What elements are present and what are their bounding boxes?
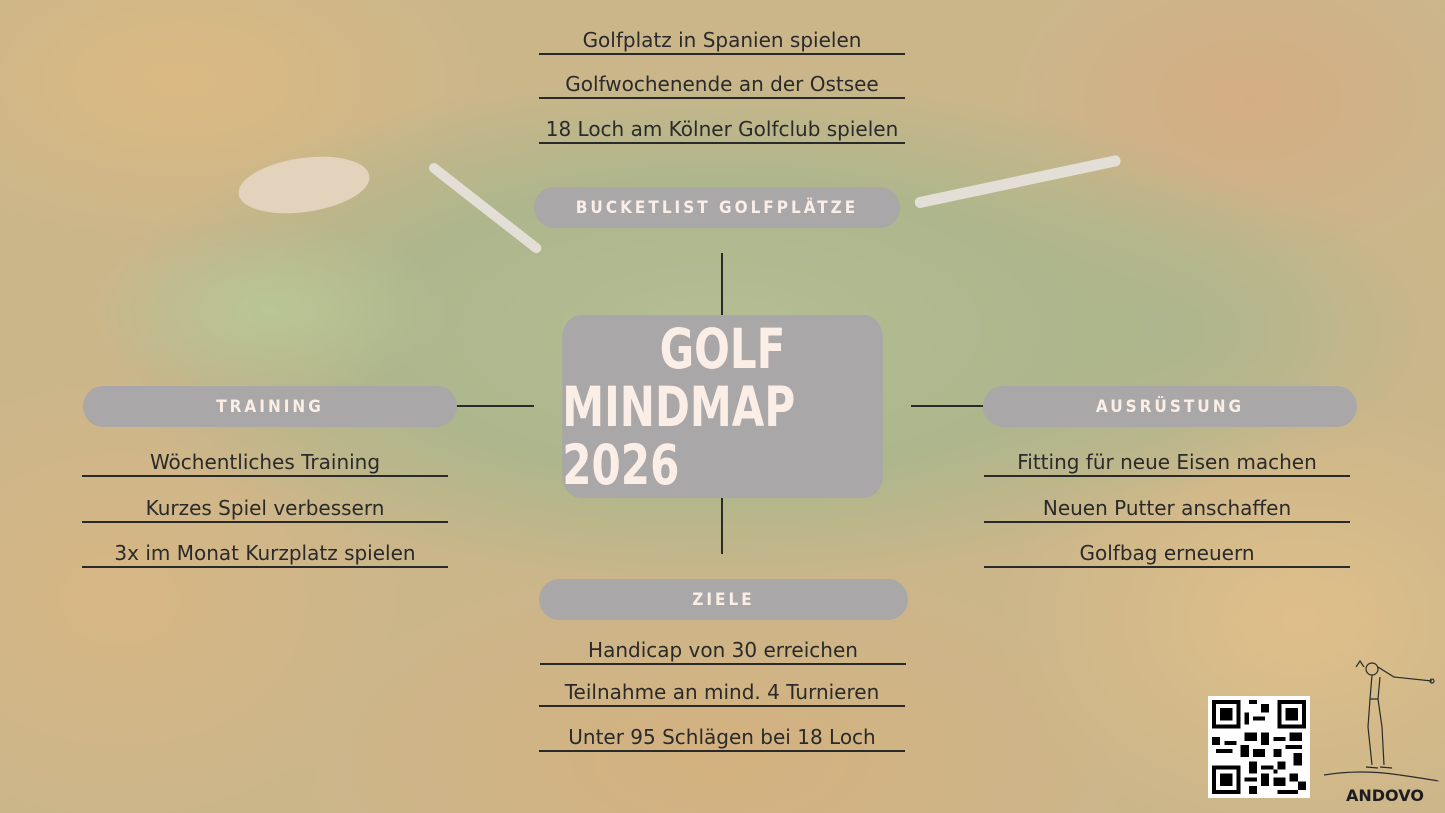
ziele-node: ZIELE	[539, 579, 908, 620]
ziele-item: Teilnahme an mind. 4 Turnieren	[539, 680, 905, 707]
bucketlist-item: Golfwochenende an der Ostsee	[539, 72, 905, 99]
training-item: 3x im Monat Kurzplatz spielen	[82, 541, 448, 568]
bucketlist-node: BUCKETLIST GOLFPLÄTZE	[534, 187, 900, 228]
training-item: Wöchentliches Training	[82, 450, 448, 477]
bucketlist-item: Golfplatz in Spanien spielen	[539, 28, 905, 55]
ausruestung-item: Neuen Putter anschaffen	[984, 496, 1350, 523]
connector-right	[911, 405, 983, 407]
connector-top	[721, 253, 723, 315]
training-item: Kurzes Spiel verbessern	[82, 496, 448, 523]
ausruestung-item: Golfbag erneuern	[984, 541, 1350, 568]
ausruestung-node: AUSRÜSTUNG	[983, 386, 1357, 427]
ausruestung-item: Fitting für neue Eisen machen	[984, 450, 1350, 477]
cart-path	[427, 161, 543, 255]
connector-left	[456, 405, 534, 407]
sand-bunker	[235, 149, 373, 221]
bucketlist-item: 18 Loch am Kölner Golfclub spielen	[539, 117, 905, 144]
center-title-line2: MINDMAP 2026	[562, 374, 796, 497]
center-title-line1: GOLF	[659, 316, 786, 381]
training-node: TRAINING	[83, 386, 457, 427]
connector-bottom	[721, 498, 723, 554]
cart-path	[914, 154, 1122, 208]
ziele-item: Unter 95 Schlägen bei 18 Loch	[539, 725, 905, 752]
qr-code-icon[interactable]	[1208, 696, 1310, 798]
brand-logo-text: ANDOVO	[1346, 786, 1424, 805]
ziele-item: Handicap von 30 erreichen	[540, 638, 906, 665]
golfer-illustration-icon	[1320, 655, 1440, 785]
mindmap-center-node	[562, 315, 882, 498]
